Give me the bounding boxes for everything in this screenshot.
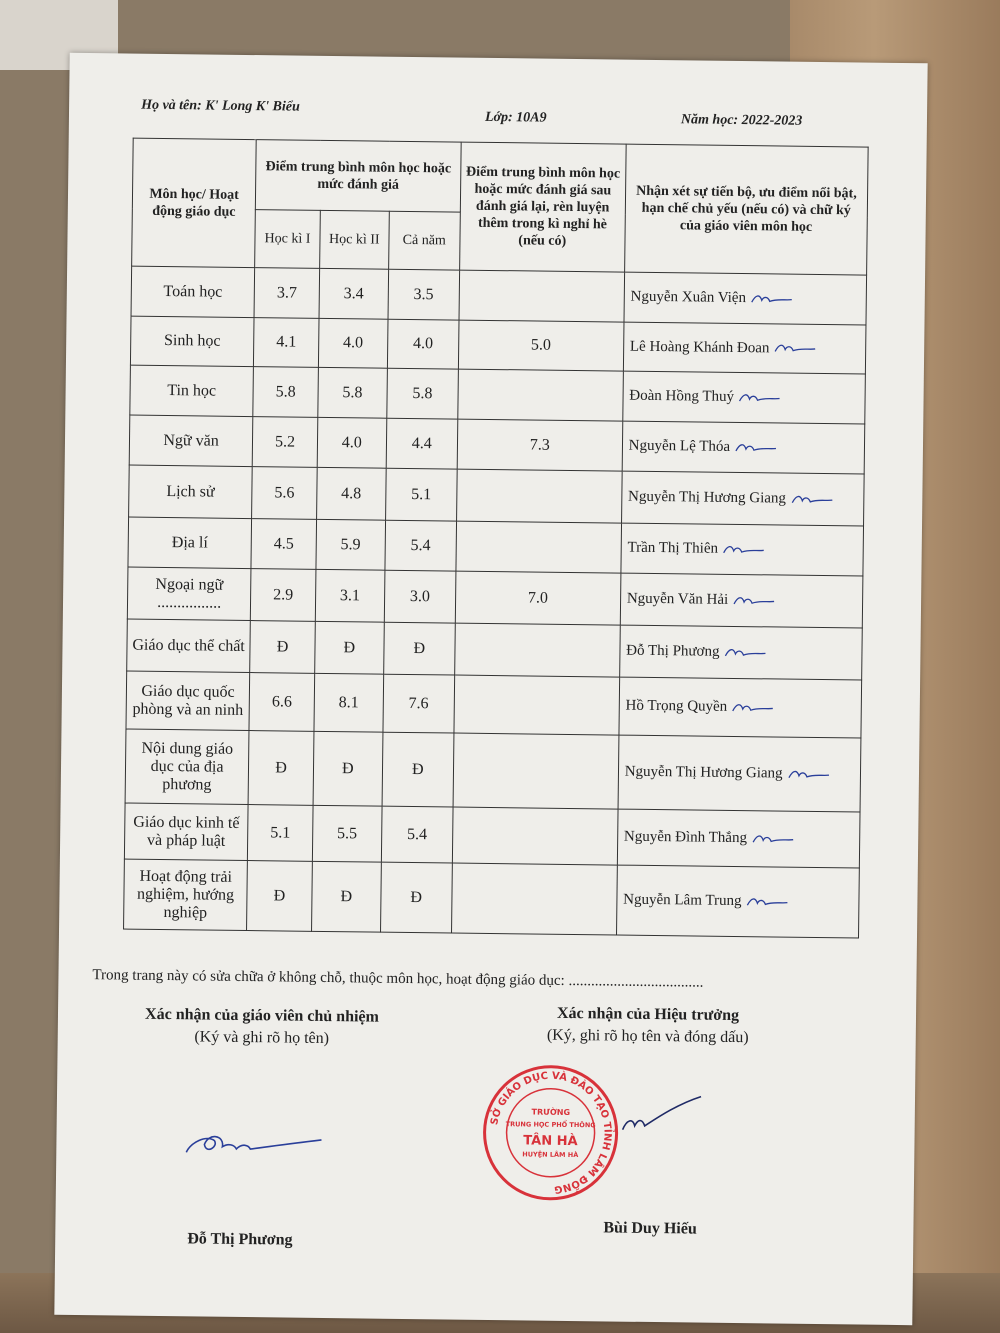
year-cell: 3.0 <box>384 570 456 623</box>
term1-cell: 4.5 <box>251 519 316 570</box>
homeroom-confirmation <box>102 1005 422 1049</box>
table-row <box>130 365 866 424</box>
teacher-cell <box>623 322 866 374</box>
term2-cell: 4.0 <box>317 417 387 468</box>
teacher-name: Nguyễn Đình Thắng <box>623 828 748 847</box>
year-cell: 5.8 <box>387 368 459 419</box>
table-row <box>127 619 863 680</box>
teacher-cell <box>617 809 860 868</box>
teacher-name: Đoàn Hồng Thuý <box>629 387 735 405</box>
teacher-name: Hồ Trọng Quyền <box>625 697 728 715</box>
principal-confirmation <box>498 1004 798 1048</box>
teacher-name: Nguyễn Thị Hương Giang <box>628 488 787 507</box>
year-cell: 7.6 <box>383 674 455 733</box>
term1-cell: Đ <box>248 731 314 806</box>
term1-cell: 5.8 <box>253 367 318 418</box>
year-cell: 3.5 <box>388 269 460 320</box>
year-cell: 5.1 <box>385 468 457 521</box>
svg-text:TRUNG HỌC PHỔ THÔNG: TRUNG HỌC PHỔ THÔNG <box>505 1120 596 1130</box>
col-term2: Học kì II <box>320 210 390 269</box>
term1-cell: 2.9 <box>251 569 316 622</box>
table-row <box>126 671 862 738</box>
teacher-cell <box>619 625 862 680</box>
term2-cell: 4.0 <box>318 318 387 368</box>
teacher-cell <box>621 471 864 526</box>
teacher-signature <box>773 341 817 356</box>
retake-cell: 5.0 <box>458 320 624 371</box>
table-row <box>125 729 861 812</box>
col-term1: Học kì I <box>255 210 320 269</box>
teacher-signature <box>750 292 794 307</box>
retake-cell <box>451 863 617 935</box>
term1-cell: 6.6 <box>249 673 314 732</box>
report-card-page <box>54 53 927 1325</box>
term2-cell: 8.1 <box>314 673 384 732</box>
teacher-cell <box>621 523 864 576</box>
svg-text:SỞ GIÁO DỤC VÀ ĐÀO TẠO TỈNH LÂ: SỞ GIÁO DỤC VÀ ĐÀO TẠO TỈNH LÂM ĐỒNG <box>489 1070 613 1195</box>
teacher-name: Đỗ Thị Phương <box>626 642 720 660</box>
teacher-name: Nguyễn Xuân Viện <box>630 288 747 307</box>
principal-title: Xác nhận của Hiệu trưởng <box>556 1004 740 1025</box>
term2-cell: 3.1 <box>315 569 385 622</box>
term1-cell: 5.1 <box>248 805 313 862</box>
teacher-signature <box>731 700 775 715</box>
retake-cell: 7.0 <box>455 571 621 625</box>
table-row <box>124 803 860 868</box>
subject-cell: Ngữ văn <box>129 415 253 467</box>
subject-cell: Ngoại ngữ ................ <box>127 567 251 621</box>
table-row <box>124 859 860 938</box>
term1-cell: 5.2 <box>252 417 317 468</box>
teacher-signature <box>787 767 831 782</box>
term2-cell: 5.9 <box>316 519 386 570</box>
teacher-cell <box>623 371 866 424</box>
table-row <box>127 567 863 628</box>
teacher-name: Nguyễn Văn Hải <box>626 590 729 608</box>
teacher-cell <box>619 677 862 738</box>
table-row <box>131 266 867 325</box>
term1-cell: 3.7 <box>254 268 319 319</box>
year-cell: 4.4 <box>386 418 458 469</box>
teacher-signature <box>732 594 776 609</box>
svg-text:TRƯỜNG: TRƯỜNG <box>531 1107 571 1117</box>
retake-cell <box>456 521 622 573</box>
principal-subtitle: (Ký, ghi rõ họ tên và đóng dấu) <box>546 1026 749 1047</box>
term2-cell: 5.8 <box>318 367 388 418</box>
school-seal <box>480 1062 622 1204</box>
subject-cell: Hoạt động trải nghiệm, hướng nghiệp <box>124 859 248 930</box>
teacher-name: Nguyễn Lâm Trung <box>623 891 742 910</box>
term1-cell: Đ <box>247 861 313 932</box>
term2-cell: Đ <box>311 861 381 932</box>
grades-table <box>123 138 869 939</box>
term2-cell: Đ <box>315 621 385 674</box>
class-label: Lớp: 10A9 <box>484 109 547 126</box>
principal-name: Bùi Duy Hiếu <box>603 1219 697 1238</box>
subject-cell: Giáo dục kinh tế và pháp luật <box>124 803 248 861</box>
teacher-name: Lê Hoàng Khánh Đoan <box>629 338 770 356</box>
homeroom-title: Xác nhận của giáo viên chủ nhiệm <box>144 1005 379 1026</box>
col-comment: Nhận xét sự tiến bộ, ưu điểm nổi bật, hạn chế chủ yếu (nếu có) và chữ ký của giáo viên môn học <box>624 144 868 275</box>
term1-cell: 4.1 <box>254 318 319 368</box>
col-average: Điểm trung bình môn học hoặc mức đánh giá <box>256 140 461 212</box>
table-row <box>130 316 866 374</box>
teacher-signature <box>790 492 834 507</box>
teacher-signature <box>722 542 766 557</box>
retake-cell: 7.3 <box>457 419 623 471</box>
term2-cell: Đ <box>313 731 383 806</box>
retake-cell <box>458 369 624 421</box>
homeroom-signature <box>176 1114 327 1166</box>
teacher-signature <box>751 832 795 847</box>
term1-cell: Đ <box>250 621 315 674</box>
teacher-cell <box>622 421 865 474</box>
teacher-cell <box>616 865 859 938</box>
teacher-name: Trần Thị Thiên <box>627 539 719 557</box>
teacher-name: Nguyễn Thị Hương Giang <box>624 763 783 782</box>
year-cell: Đ <box>383 622 455 675</box>
term2-cell: 4.8 <box>316 467 386 520</box>
subject-cell: Toán học <box>131 266 255 318</box>
teacher-cell <box>618 735 861 812</box>
teacher-name: Nguyễn Lệ Thóa <box>628 437 731 455</box>
term1-cell: 5.6 <box>252 467 317 520</box>
subject-cell: Sinh học <box>130 316 254 367</box>
student-name: Họ và tên: K' Long K' Biểu <box>141 97 300 115</box>
retake-cell <box>456 469 622 523</box>
homeroom-teacher-name: Đỗ Thị Phương <box>187 1230 293 1249</box>
student-header <box>141 97 841 129</box>
subject-cell: Tin học <box>130 365 254 417</box>
svg-text:TÂN HÀ: TÂN HÀ <box>523 1133 578 1150</box>
teacher-cell <box>620 573 863 628</box>
subject-cell: Giáo dục quốc phòng và an ninh <box>126 671 250 731</box>
grades-body <box>124 266 867 938</box>
term2-cell: 3.4 <box>319 268 389 319</box>
svg-text:HUYỆN LÂM HÀ: HUYỆN LÂM HÀ <box>522 1150 579 1160</box>
subject-cell: Lịch sử <box>129 465 253 519</box>
col-subject: Môn học/ Hoạt động giáo dục <box>132 138 257 267</box>
teacher-cell <box>624 272 867 325</box>
teacher-signature <box>723 645 767 660</box>
teacher-signature <box>738 391 782 406</box>
table-row <box>128 517 864 576</box>
teacher-signature <box>734 441 778 456</box>
retake-cell <box>454 675 620 735</box>
principal-signature <box>616 1090 707 1151</box>
correction-note: Trong trang này có sửa chữa ở không chỗ, thuộc môn học, hoạt động giáo dục: .................................... <box>92 967 704 991</box>
col-year: Cả năm <box>388 211 460 270</box>
school-year: Năm học: 2022-2023 <box>680 112 803 129</box>
retake-cell <box>453 733 619 809</box>
retake-cell <box>452 807 618 865</box>
year-cell: Đ <box>382 732 454 807</box>
year-cell: 5.4 <box>385 520 457 571</box>
table-row <box>129 415 865 474</box>
homeroom-subtitle: (Ký và ghi rõ họ tên) <box>194 1028 330 1048</box>
col-retake: Điểm trung bình môn học hoặc mức đánh giá sau đánh giá lại, rèn luyện thêm trong kì nghỉ hè (nếu có) <box>459 142 626 272</box>
year-cell: Đ <box>380 862 452 933</box>
teacher-signature <box>745 895 789 910</box>
subject-cell: Giáo dục thể chất <box>127 619 251 673</box>
subject-cell: Địa lí <box>128 517 252 569</box>
year-cell: 5.4 <box>381 806 453 863</box>
subject-cell: Nội dung giáo dục của địa phương <box>125 729 249 804</box>
retake-cell <box>459 270 625 322</box>
term2-cell: 5.5 <box>312 805 382 862</box>
year-cell: 4.0 <box>387 319 459 369</box>
retake-cell <box>454 623 620 677</box>
table-row <box>129 465 865 526</box>
